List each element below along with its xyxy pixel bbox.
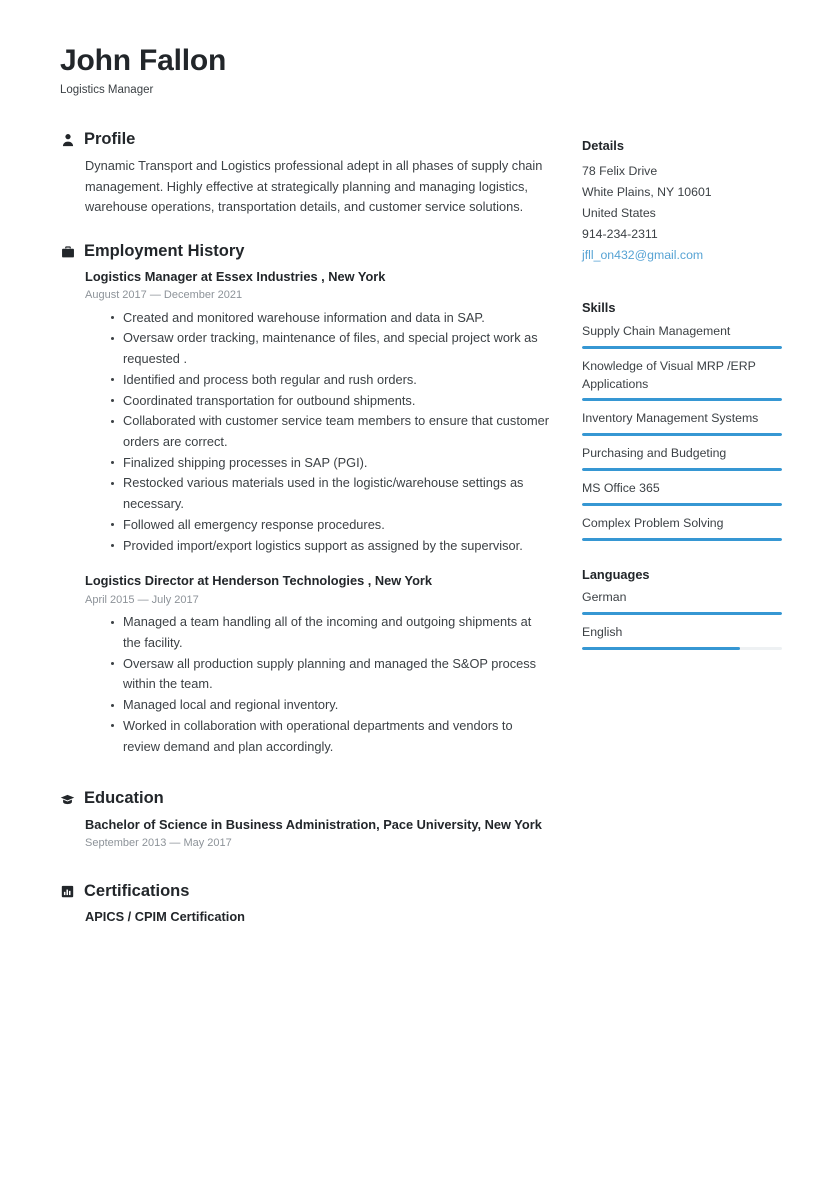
employment-entry-title: Logistics Manager at Essex Industries , New York	[85, 268, 386, 284]
skill-meter-track	[582, 503, 782, 506]
language-meter-fill	[582, 647, 740, 650]
user-icon	[60, 132, 75, 147]
bullet-item: Coordinated transportation for outbound shipments.	[111, 391, 552, 412]
section-profile	[60, 130, 552, 218]
language-item	[582, 589, 782, 615]
candidate-name: John Fallon	[60, 44, 227, 77]
skill-meter-track	[582, 398, 782, 401]
sidebar-details-title: Details	[582, 138, 624, 153]
skill-item	[582, 515, 782, 541]
skill-item	[582, 410, 782, 436]
bullet-item: Followed all emergency response procedures.	[111, 515, 552, 536]
language-meter-fill	[582, 612, 782, 615]
detail-email-link[interactable]: jfll_on432@gmail.com	[582, 248, 704, 263]
bullet-item: Managed a team handling all of the incoming and outgoing shipments at the facility.	[111, 612, 552, 653]
section-certifications	[60, 882, 552, 927]
sidebar	[582, 138, 782, 652]
section-profile-header	[60, 130, 552, 150]
detail-phone: 914-234-2311	[582, 227, 658, 242]
language-label: German	[582, 590, 627, 605]
briefcase-icon	[60, 244, 75, 259]
section-education	[60, 789, 552, 851]
section-profile-title: Profile	[84, 130, 136, 148]
language-meter-track	[582, 647, 782, 650]
skill-meter-fill	[582, 538, 782, 541]
skill-label: Inventory Management Systems	[582, 411, 759, 426]
detail-country: United States	[582, 205, 656, 220]
skill-meter-track	[582, 433, 782, 436]
skill-meter-track	[582, 468, 782, 471]
section-employment-body	[60, 268, 552, 758]
sidebar-skills-title: Skills	[582, 300, 616, 316]
language-meter-track	[582, 612, 782, 615]
bullet-item: Managed local and regional inventory.	[111, 695, 552, 716]
section-education-title: Education	[84, 789, 164, 808]
sidebar-details-block	[582, 138, 782, 266]
section-certifications-title: Certifications	[84, 881, 190, 900]
section-employment-title: Employment History	[84, 241, 245, 260]
employment-entry-bullets	[85, 612, 552, 757]
detail-address-line1: 78 Felix Drive	[582, 163, 658, 178]
skill-meter-fill	[582, 433, 782, 436]
resume-header	[60, 44, 580, 98]
sidebar-skills-block	[582, 300, 782, 540]
skill-item	[582, 480, 782, 506]
bullet-item: Identified and process both regular and rush orders.	[111, 370, 552, 391]
skill-item	[582, 445, 782, 471]
candidate-job-title: Logistics Manager	[60, 84, 154, 96]
employment-entry-date: April 2015 — July 2017	[85, 593, 199, 606]
section-employment-header	[60, 242, 552, 262]
skill-label: Purchasing and Budgeting	[582, 446, 727, 461]
section-employment	[60, 242, 552, 757]
bullet-item: Restocked various materials used in the logistic/warehouse settings as necessary.	[111, 473, 552, 514]
section-certifications-body	[60, 907, 552, 926]
section-certifications-header	[60, 882, 552, 902]
skill-label: Complex Problem Solving	[582, 515, 724, 530]
graduation-cap-icon	[60, 792, 75, 807]
language-label: English	[582, 625, 623, 640]
skill-meter-fill	[582, 503, 782, 506]
employment-entry-date: August 2017 — December 2021	[85, 289, 243, 302]
detail-address-line2: White Plains, NY 10601	[582, 184, 712, 199]
employment-entry-title: Logistics Director at Henderson Technologies , New York	[85, 573, 433, 589]
employment-entry	[85, 268, 552, 557]
skill-label: Knowledge of Visual MRP /ERP Applications	[582, 358, 756, 391]
education-degree: Bachelor of Science in Business Administration, Pace University, New York	[85, 817, 542, 833]
skill-meter-track	[582, 346, 782, 349]
bullet-item: Oversaw order tracking, maintenance of files, and special project work as requested .	[111, 328, 552, 369]
bullet-item: Finalized shipping processes in SAP (PGI).	[111, 453, 552, 474]
employment-entry-bullets	[85, 308, 552, 557]
bullet-item: Created and monitored warehouse information and data in SAP.	[111, 308, 552, 329]
bullet-item: Provided import/export logistics support as assigned by the supervisor.	[111, 536, 552, 557]
employment-entry	[85, 572, 552, 757]
skill-label: MS Office 365	[582, 481, 660, 496]
bullet-item: Oversaw all production supply planning and managed the S&OP process within the team.	[111, 654, 552, 695]
education-date: September 2013 — May 2017	[85, 837, 232, 850]
main-column	[60, 130, 552, 931]
sidebar-languages-title: Languages	[582, 566, 650, 582]
certification-item: APICS / CPIM Certification	[85, 909, 245, 925]
bullet-item: Collaborated with customer service team members to ensure that customer orders are correct.	[111, 411, 552, 452]
skill-meter-fill	[582, 398, 782, 401]
section-profile-body	[60, 156, 552, 218]
skill-meter-fill	[582, 346, 782, 349]
certificate-icon	[60, 884, 75, 899]
bullet-item: Worked in collaboration with operational departments and vendors to review demand and plan accordingly.	[111, 716, 552, 757]
sidebar-languages-block	[582, 567, 782, 650]
skill-label: Supply Chain Management	[582, 323, 731, 338]
section-education-body	[60, 815, 552, 852]
skill-meter-track	[582, 538, 782, 541]
skill-item	[582, 323, 782, 349]
skill-meter-fill	[582, 468, 782, 471]
profile-summary: Dynamic Transport and Logistics professional adept in all phases of supply chain management. Highly effective at strategically planning and managing logistics, warehouse operations, transportation details, and customer service solutions.	[85, 157, 543, 215]
skill-item	[582, 358, 782, 402]
language-item	[582, 624, 782, 650]
section-education-header	[60, 789, 552, 809]
